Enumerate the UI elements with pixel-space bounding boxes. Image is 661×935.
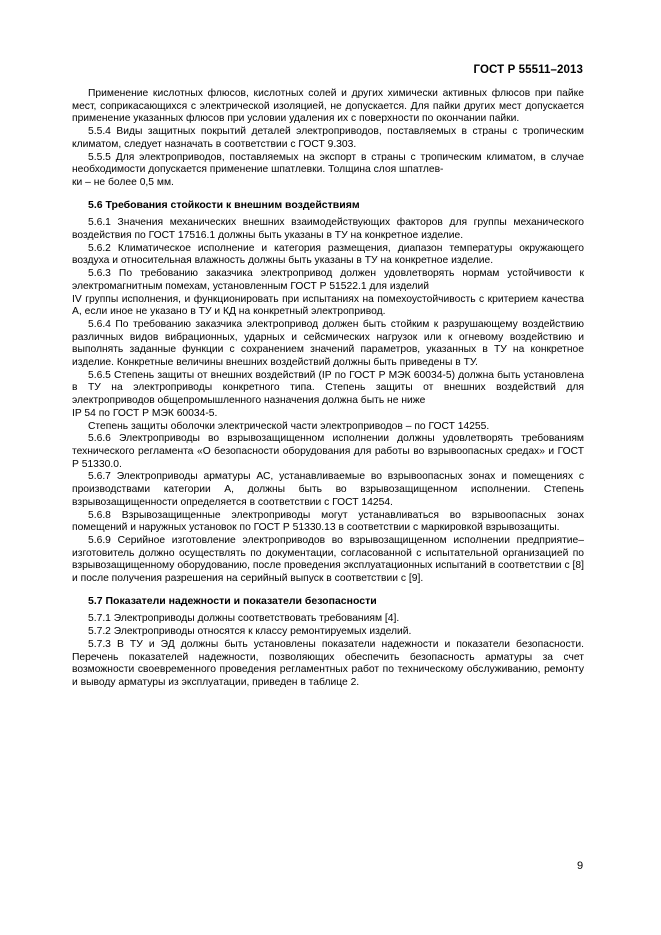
paragraph-5-7-3: 5.7.3 В ТУ и ЭД должны быть установлены показатели надежности и показатели безопасности. Перечень показателей надежности, позволяющих обеспечить безопасность арматуры за счет возможности своевременного проведения регламентных работ по техническому обслуживанию, ремонту и выводу арматуры из эксплуатации, приведен в таблице 2. [72,638,584,688]
paragraph-5-6-9: 5.6.9 Серийное изготовление электроприводов во взрывозащищенном исполнении предприятие–изготовитель должно осуществлять по документации, согласованной с испытательной организацией по взрывозащищенному оборудованию, после проведения эксплуатационных испытаний в соответствии с [8] и после получения разрешения на серийный выпуск в соответствии с [9]. [72,534,584,585]
section-heading-5-6: 5.6 Требования стойкости к внешним воздействиям [88,198,360,211]
section-heading-5-7: 5.7 Показатели надежности и показатели безопасности [88,594,377,607]
paragraph-5-6-4: 5.6.4 По требованию заказчика электропривод должен быть стойким к разрушающему воздействию различных видов вибрационных, ударных и сейсмических нагрузок или к огневому воздействию и выполнять заданные функции с сохранением значений параметров, указанных в ТУ на конкретное изделие. Конкретные величины внешних воздействий должны быть приведены в ТУ. [72,318,584,369]
paragraph-5-6-5-cont: IP 54 по ГОСТ Р МЭК 60034-5. [72,407,218,419]
paragraph-5-6-1: 5.6.1 Значения механических внешних взаимодействующих факторов для группы механического воздействия по ГОСТ 17516.1 должны быть указаны в ТУ на конкретное изделие. [72,217,584,242]
page-number: 9 [577,860,584,872]
paragraph-5-6-2: 5.6.2 Климатическое исполнение и категория размещения, диапазон температуры окружающего воздуха и относительная влажность должны быть указаны в ТУ на конкретное изделие. [72,242,584,267]
paragraph-5-5-4: 5.5.4 Виды защитных покрытий деталей электроприводов, поставляемых в страны с тропическим климатом, следует назначать в соответствии с ГОСТ 9.303. [72,126,584,150]
paragraph-5-5-5-end: ки – не более 0,5 мм. [72,176,174,188]
paragraph-5-5-5: 5.5.5 Для электроприводов, поставляемых на экспорт в страны с тропическим климатом, в случае необходимости допускается применение шпатлевки. Толщина слоя шпатлев- [72,151,584,176]
paragraph-5-6-3-cont: IV группы исполнения, и функционировать при испытаниях на помехоустойчивость с критерием качества А, если иное не указано в ТУ и КД на конкретный электропривод. [72,293,584,318]
paragraph-5-6-3: 5.6.3 По требованию заказчика электропривод должен удовлетворять нормам устойчивости к электромагнитным помехам, установленным ГОСТ Р 51522.1 для изделий [72,268,584,292]
paragraph-5-7-2: 5.7.2 Электроприводы относятся к классу ремонтируемых изделий. [88,626,412,638]
paragraph-5-7-1: 5.7.1 Электроприводы должны соответствовать требованиям [4]. [88,613,400,625]
paragraph-5-6-6: 5.6.6 Электроприводы во взрывозащищенном исполнении должны удовлетворять требованиям технического регламента «О безопасности оборудования для работы во взрывоопасных средах» и ГОСТ Р 51330.0. [72,433,584,470]
paragraph-flux-usage: Применение кислотных флюсов, кислотных солей и других химически активных флюсов при пайке мест, соприкасающихся с электрической изоляцией, не допускается. Для пайки других мест допускается применение указанных флюсов при условии удаления их с поверхности по окончании пайки. [72,88,584,125]
paragraph-5-6-5: 5.6.5 Степень защиты от внешних воздействий (IP по ГОСТ Р МЭК 60034-5) должна быть установлена в ТУ на электроприводы конкретного типа. Степень защиты от внешних воздействий для электроприводов общепромышленного назначения должна быть не ниже [72,369,584,407]
document-body [72,88,584,690]
paragraph-5-6-5-shell: Степень защиты оболочки электрической части электроприводов – по ГОСТ 14255. [88,420,490,432]
paragraph-5-6-8: 5.6.8 Взрывозащищенные электроприводы могут устанавливаться во взрывоопасных зонах помещений и наружных установок по ГОСТ Р 51330.13 в соответствии с маркировкой взрывозащиты. [72,509,584,534]
paragraph-5-6-7: 5.6.7 Электроприводы арматуры АС, устанавливаемые во взрывоопасных зонах и помещениях с производствами категории А, должны быть во взрывозащищенном исполнении. Степень взрывозащищенности определяется в соответствии с ГОСТ 14254. [72,471,584,508]
standard-header: ГОСТ Р 55511–2013 [473,64,583,76]
